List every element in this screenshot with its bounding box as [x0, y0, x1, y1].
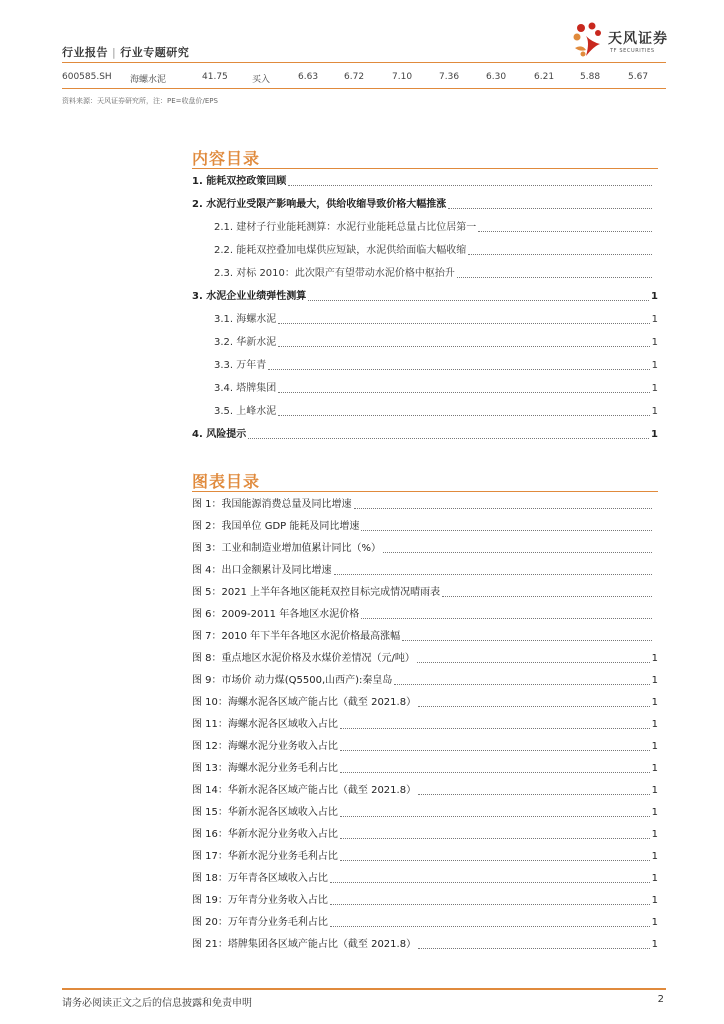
figure-entry[interactable]	[192, 803, 658, 819]
figure-entry[interactable]	[192, 495, 658, 511]
figure-entry[interactable]	[192, 737, 658, 753]
stock-rating: 买入	[252, 75, 271, 85]
figure-entry[interactable]	[192, 693, 658, 709]
toc-entry-page: 1	[651, 291, 658, 302]
toc-entry-label: 3.1. 海螺水泥	[214, 314, 277, 325]
figure-entry-label: 图 5：2021 上半年各地区能耗双控目标完成情况晴雨表	[192, 587, 441, 598]
stock-value-1: 6.63	[298, 72, 319, 82]
stock-code: 600585.SH	[62, 72, 112, 82]
toc-entry-label: 2. 水泥行业受限产影响最大，供给收缩导致价格大幅推涨	[192, 199, 447, 210]
figure-entry-label: 图 15：华新水泥各区域收入占比	[192, 807, 338, 818]
figure-entry-label: 图 7：2010 年下半年各地区水泥价格最高涨幅	[192, 631, 401, 642]
figure-leader	[330, 904, 650, 905]
toc-leader	[278, 392, 649, 393]
figure-entry-page: 1	[651, 653, 658, 664]
figure-leader	[361, 618, 652, 619]
figure-entry-label: 图 8：重点地区水泥价格及水煤价差情况（元/吨）	[192, 653, 415, 664]
figure-entry-page: 1	[651, 873, 658, 884]
figure-entry[interactable]	[192, 517, 658, 533]
figures-title-rule	[192, 491, 658, 492]
figure-leader	[340, 750, 650, 751]
figure-entry-page: 1	[651, 851, 658, 862]
figure-entry[interactable]	[192, 561, 658, 577]
toc-entry-page: 1	[651, 360, 658, 371]
toc-leader	[278, 415, 649, 416]
toc-entry[interactable]	[192, 402, 658, 418]
figure-entry-page: 1	[651, 675, 658, 686]
toc-entry-page: 1	[651, 429, 658, 440]
figure-entry-label: 图 20：万年青分业务毛利占比	[192, 917, 328, 928]
toc-entry-label: 3.3. 万年青	[214, 360, 267, 371]
figure-entry-label: 图 14：华新水泥各区域产能占比（截至 2021.8）	[192, 785, 417, 796]
figure-leader	[394, 684, 649, 685]
figure-leader	[383, 552, 652, 553]
figure-entry-label: 图 6：2009-2011 年各地区水泥价格	[192, 609, 360, 620]
stock-table-row	[62, 70, 666, 86]
figure-entry-label: 图 2：我国单位 GDP 能耗及同比增速	[192, 521, 360, 532]
figure-entry-page: 1	[651, 829, 658, 840]
figure-entry[interactable]	[192, 781, 658, 797]
figure-entry[interactable]	[192, 649, 658, 665]
figure-entry-label: 图 21：塔牌集团各区域产能占比（截至 2021.8）	[192, 939, 417, 950]
toc-entry-label: 2.2. 能耗双控叠加电煤供应短缺，水泥供给面临大幅收缩	[214, 245, 467, 256]
figure-entry[interactable]	[192, 605, 658, 621]
figure-entry[interactable]	[192, 891, 658, 907]
figure-entry-label: 图 10：海螺水泥各区域产能占比（截至 2021.8）	[192, 697, 417, 708]
report-subcategory: 行业专题研究	[120, 46, 190, 59]
figure-leader	[330, 926, 650, 927]
figure-leader	[334, 574, 652, 575]
stock-value-6: 6.21	[534, 72, 555, 82]
figure-entry-label: 图 9：市场价 动力煤(Q5500,山西产):秦皇岛	[192, 675, 393, 686]
figure-leader	[418, 706, 650, 707]
figure-entry-page: 1	[651, 719, 658, 730]
figure-entry-label: 图 17：华新水泥分业务毛利占比	[192, 851, 338, 862]
toc-leader	[457, 277, 652, 278]
figure-leader	[340, 772, 650, 773]
figure-entry-label: 图 11：海螺水泥各区域收入占比	[192, 719, 338, 730]
toc-entry[interactable]	[192, 195, 658, 211]
figures-title: 图表目录	[192, 472, 261, 491]
toc-entry-label: 1. 能耗双控政策回顾	[192, 176, 287, 187]
figure-entry-label: 图 18：万年青各区域收入占比	[192, 873, 328, 884]
header-separator: |	[112, 46, 117, 59]
toc-entry[interactable]	[192, 425, 658, 441]
toc-leader	[248, 438, 649, 439]
stock-price: 41.75	[202, 72, 228, 82]
figure-entry[interactable]	[192, 825, 658, 841]
stock-value-8: 5.67	[628, 72, 649, 82]
toc-entry-page: 1	[651, 314, 658, 325]
figure-leader	[340, 838, 650, 839]
toc-entry-label: 4. 风险提示	[192, 429, 247, 440]
toc-title: 内容目录	[192, 149, 261, 168]
figure-leader	[442, 596, 652, 597]
toc-leader	[448, 208, 652, 209]
figure-entry-label: 图 16：华新水泥分业务收入占比	[192, 829, 338, 840]
figure-entry[interactable]	[192, 935, 658, 951]
toc-entry-page: 1	[651, 337, 658, 348]
figure-entry-label: 图 13：海螺水泥分业务毛利占比	[192, 763, 338, 774]
figure-leader	[418, 794, 650, 795]
toc-title-rule	[192, 168, 658, 169]
figure-entry-label: 图 1：我国能源消费总量及同比增速	[192, 499, 352, 510]
toc-entry-page: 1	[651, 383, 658, 394]
toc-entry-label: 2.3. 对标 2010：此次限产有望带动水泥价格中枢抬升	[214, 268, 455, 279]
figure-leader	[418, 948, 650, 949]
toc-leader	[278, 346, 649, 347]
figure-leader	[340, 860, 650, 861]
stock-table-rule	[62, 88, 666, 89]
toc-entry[interactable]	[192, 310, 658, 326]
toc-entry[interactable]	[192, 356, 658, 372]
toc-entry-page: 1	[651, 406, 658, 417]
figure-entry[interactable]	[192, 627, 658, 643]
toc-leader	[288, 185, 652, 186]
figure-leader	[417, 662, 650, 663]
figure-entry-page: 1	[651, 697, 658, 708]
figure-leader	[354, 508, 652, 509]
toc-entry-label: 3.5. 上峰水泥	[214, 406, 277, 417]
toc-leader	[308, 300, 649, 301]
tf-logo-icon	[572, 22, 606, 60]
toc-entry[interactable]	[192, 379, 658, 395]
toc-entry-label: 3.2. 华新水泥	[214, 337, 277, 348]
stock-name: 海螺水泥	[130, 75, 167, 85]
figure-entry-page: 1	[651, 785, 658, 796]
toc-leader	[468, 254, 652, 255]
figure-entry-page: 1	[651, 895, 658, 906]
toc-entry-label: 3. 水泥企业业绩弹性测算	[192, 291, 307, 302]
figure-entry-page: 1	[651, 807, 658, 818]
toc-leader	[478, 231, 652, 232]
report-header	[62, 44, 189, 60]
figure-entry[interactable]	[192, 583, 658, 599]
stock-value-4: 7.36	[439, 72, 460, 82]
stock-value-3: 7.10	[392, 72, 413, 82]
figure-leader	[402, 640, 652, 641]
figure-leader	[330, 882, 650, 883]
toc-entry[interactable]	[192, 218, 658, 234]
logo-name: 天风证券	[608, 31, 668, 47]
logo-english-name: TF SECURITIES	[610, 48, 655, 54]
footer-disclaimer: 请务必阅读正文之后的信息披露和免责申明	[62, 998, 252, 1009]
stock-value-5: 6.30	[486, 72, 507, 82]
toc-entry[interactable]	[192, 333, 658, 349]
toc-entry-label: 2.1. 建材子行业能耗测算：水泥行业能耗总量占比位居第一	[214, 222, 477, 233]
report-category: 行业报告	[62, 46, 108, 59]
stock-value-7: 5.88	[580, 72, 601, 82]
footer-rule	[62, 988, 666, 990]
figure-entry-label: 图 4：出口金额累计及同比增速	[192, 565, 332, 576]
header-rule	[62, 62, 666, 63]
figure-entry-label: 图 19：万年青分业务收入占比	[192, 895, 328, 906]
toc-entry[interactable]	[192, 241, 658, 257]
figure-entry[interactable]	[192, 847, 658, 863]
figure-entry[interactable]	[192, 715, 658, 731]
figure-entry-label: 图 3：工业和制造业增加值累计同比（%）	[192, 543, 382, 554]
figure-entry[interactable]	[192, 539, 658, 555]
figure-entry-page: 1	[651, 917, 658, 928]
page-number: 2	[657, 994, 664, 1005]
stock-value-2: 6.72	[344, 72, 365, 82]
figure-entry[interactable]	[192, 913, 658, 929]
toc-leader	[278, 323, 649, 324]
figure-entry-label: 图 12：海螺水泥分业务收入占比	[192, 741, 338, 752]
figure-leader	[361, 530, 652, 531]
company-logo	[572, 22, 672, 62]
figure-entry[interactable]	[192, 869, 658, 885]
toc-entry[interactable]	[192, 287, 658, 303]
toc-entry[interactable]	[192, 172, 658, 188]
source-note: 资料来源：天风证券研究所，注：PE=收盘价/EPS	[62, 97, 218, 105]
figure-entry-page: 1	[651, 741, 658, 752]
toc-leader	[268, 369, 649, 370]
figure-entry[interactable]	[192, 759, 658, 775]
figure-entry-page: 1	[651, 763, 658, 774]
toc-entry-label: 3.4. 塔牌集团	[214, 383, 277, 394]
figure-entry-page: 1	[651, 939, 658, 950]
toc-entry[interactable]	[192, 264, 658, 280]
figure-leader	[340, 816, 650, 817]
figure-leader	[340, 728, 650, 729]
figure-entry[interactable]	[192, 671, 658, 687]
